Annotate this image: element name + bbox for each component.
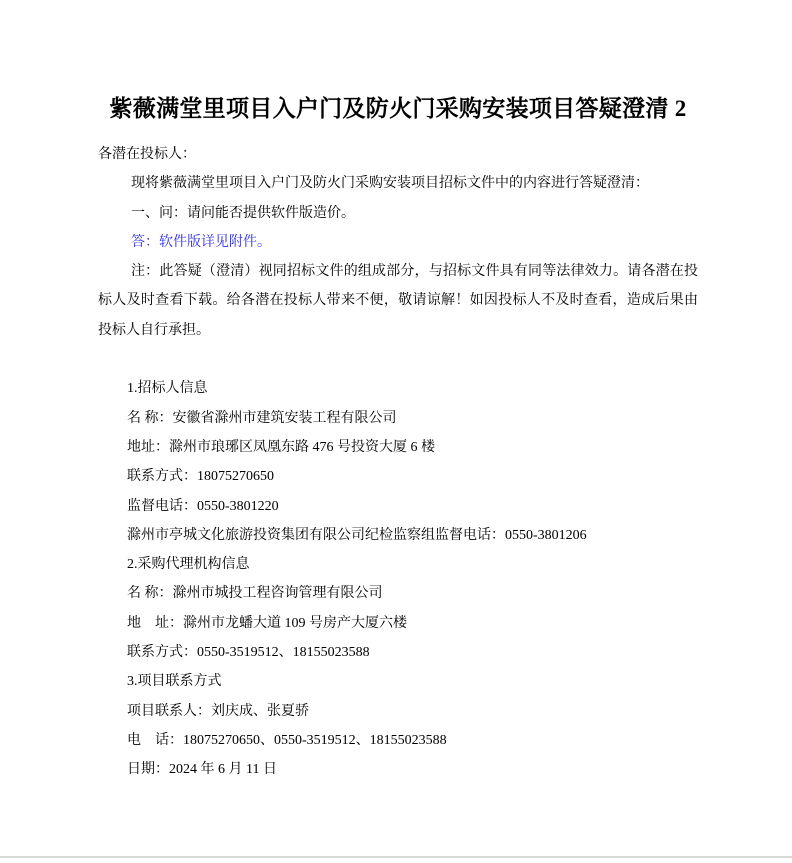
blank-line-spacer xyxy=(98,345,698,374)
info-line-name: 名 称：滁州市城投工程咨询管理有限公司 xyxy=(127,586,383,602)
info-line-name: 名 称：安徽省滁州市建筑安装工程有限公司 xyxy=(127,410,397,426)
info-line-contact-person: 项目联系人：刘庆成、张夏骄 xyxy=(127,703,309,719)
salutation-line: 各潜在投标人： xyxy=(98,147,196,162)
section-project-contact xyxy=(98,667,698,784)
note-paragraph: 注：此答疑（澄清）视同招标文件的组成部分，与招标文件具有同等法律效力。请各潜在投标人及时查看下载。给各潜在投标人带来不便，敬请谅解！如因投标人不及时查看，造成后果由投标人自行承担。 xyxy=(98,264,698,338)
document-title: 紫薇满堂里项目入户门及防火门采购安装项目答疑澄清 2 xyxy=(109,96,687,121)
section-bidder-info xyxy=(98,374,698,550)
info-line-contact: 联系方式：18075270650 xyxy=(127,469,274,485)
info-line-address: 地 址：滁州市龙蟠大道 109 号房产大厦六楼 xyxy=(127,615,407,631)
date-line: 日期：2024 年 6 月 11 日 xyxy=(127,762,277,778)
page-content xyxy=(98,90,698,785)
section-heading: 2.采购代理机构信息 xyxy=(127,557,250,573)
intro-paragraph: 现将紫薇满堂里项目入户门及防火门采购安装项目招标文件中的内容进行答疑澄清： xyxy=(131,176,649,192)
info-line-group-supervision-phone: 滁州市亭城文化旅游投资集团有限公司纪检监察组监督电话：0550-3801206 xyxy=(127,527,587,543)
section-heading: 1.招标人信息 xyxy=(127,381,208,397)
info-line-address: 地址：滁州市琅琊区凤凰东路 476 号投资大厦 6 楼 xyxy=(127,439,435,455)
info-line-supervision-phone: 监督电话：0550-3801220 xyxy=(127,498,279,514)
question-line: 一、问：请问能否提供软件版造价。 xyxy=(131,205,355,221)
section-agency-info xyxy=(98,550,698,667)
page-bottom-edge xyxy=(0,856,792,858)
info-line-contact: 联系方式：0550-3519512、18155023588 xyxy=(127,645,370,661)
section-heading: 3.项目联系方式 xyxy=(127,674,222,690)
answer-line: 答：软件版详见附件。 xyxy=(131,234,271,250)
info-line-phone: 电 话：18075270650、0550-3519512、18155023588 xyxy=(127,732,447,748)
